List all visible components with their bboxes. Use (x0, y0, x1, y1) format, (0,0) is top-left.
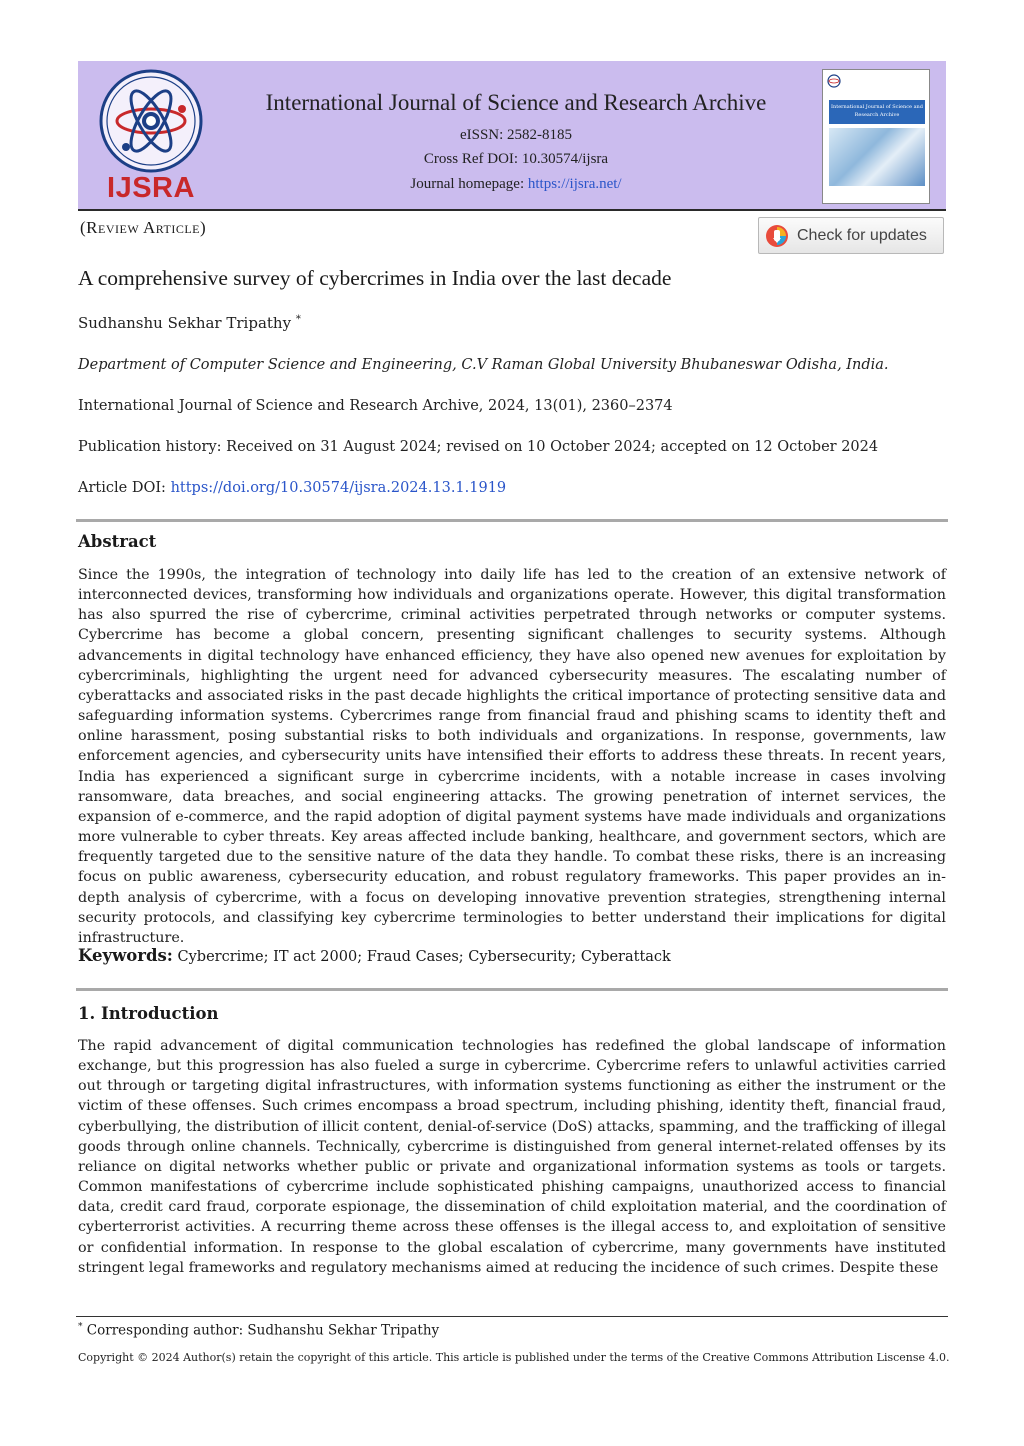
keywords-text: Cybercrime; IT act 2000; Fraud Cases; Cybersecurity; Cyberattack (177, 949, 671, 965)
check-for-updates-button[interactable] (758, 217, 944, 254)
logo-text: IJSRA (107, 172, 195, 204)
author-name: Sudhanshu Sekhar Tripathy (78, 314, 292, 332)
journal-cover-thumbnail[interactable] (822, 69, 930, 204)
corresponding-author (78, 1322, 439, 1339)
homepage-link[interactable]: https://ijsra.net/ (527, 176, 622, 192)
homepage-label: Journal homepage: (410, 176, 528, 192)
cover-image (829, 128, 925, 186)
affiliation: Department of Computer Science and Engineering, C.V Raman Global University Bhubaneswar Odisha, India. (78, 357, 889, 373)
introduction-heading: 1. Introduction (78, 1004, 219, 1023)
doi-link[interactable]: https://doi.org/10.30574/ijsra.2024.13.1.1919 (170, 480, 507, 496)
keywords (78, 946, 671, 965)
footnote-marker: * (78, 1322, 83, 1332)
cover-logo-icon (827, 74, 841, 88)
doi-label: Article DOI: (78, 480, 171, 496)
copyright-notice: Copyright © 2024 Author(s) retain the copyright of this article. This article is published under the terms of the Creative Commons Attribution Liscense 4.0. (78, 1351, 950, 1364)
check-updates-label: Check for updates (797, 226, 927, 244)
abstract-text: Since the 1990s, the integration of technology into daily life has led to the creation of an extensive network of interconnected devices, transforming how individuals and organizations operate. However, this digital transformation has also spurred the rise of cybercrime, criminal activities perpetrated through networks or computer systems. Cybercrime has become a global concern, presenting significant challenges to security systems. Although advancements in digital technology have enhanced efficiency, they have also opened new avenues for exploitation by cybercriminals, highlighting the urgent need for advanced cybersecurity measures. The escalating number of cyberattacks and associated risks in the past decade highlights the critical importance of protecting sensitive data and safeguarding information systems. Cybercrimes range from financial fraud and phishing scams to identity theft and online harassment, posing substantial risks to both individuals and organizations. In response, governments, law enforcement agencies, and cybersecurity units have intensified their efforts to address these threats. In recent years, India has experienced a significant surge in cybercrime incidents, with a notable increase in cases involving ransomware, data breaches, and social engineering attacks. The growing penetration of internet services, the expansion of e-commerce, and the rapid adoption of digital payment systems have made individuals and organizations more vulnerable to cyber threats. Key areas affected include banking, healthcare, and government sectors, which are frequently targeted due to the sensitive nature of the data they handle. To combat these risks, there is an increasing focus on public awareness, cybersecurity education, and robust regulatory frameworks. This paper provides an in-depth analysis of cybercrime, with a focus on developing innovative prevention strategies, strengthening internal security protocols, and classifying key cybercrime terminologies to better understand their implications for digital infrastructure. (78, 567, 946, 946)
abstract-heading: Abstract (78, 532, 157, 551)
citation: International Journal of Science and Research Archive, 2024, 13(01), 2360–2374 (78, 398, 673, 414)
check-updates-icon (765, 224, 789, 248)
journal-banner (78, 61, 946, 211)
article-title: A comprehensive survey of cybercrimes in India over the last decade (78, 266, 672, 290)
article-doi (78, 480, 506, 496)
atom-icon (96, 69, 206, 173)
keywords-label: Keywords: (78, 946, 173, 965)
divider (76, 988, 948, 991)
footnote-divider (76, 1316, 948, 1317)
publication-history: Publication history: Received on 31 August 2024; revised on 10 October 2024; accepted on 12 October 2024 (78, 439, 879, 455)
article-type: (Review Article) (80, 218, 207, 237)
journal-homepage (246, 176, 786, 193)
footnote-text: Corresponding author: Sudhanshu Sekhar Tripathy (86, 1322, 440, 1339)
journal-title: International Journal of Science and Research Archive (265, 90, 767, 115)
introduction-text: The rapid advancement of digital communication technologies has redefined the global landscape of information exchange, but this progression has also fueled a surge in cybercrime. Cybercrime refers to unlawful activities carried out through or targeting digital infrastructures, with information systems functioning as either the instrument or the victim of these offenses. Such crimes encompass a broad spectrum, including phishing, identity theft, financial fraud, cyberbullying, the distribution of illicit content, denial-of-service (DoS) attacks, spamming, and the trafficking of illegal goods through online channels. Technically, cybercrime is distinguished from general internet-related offenses by its reliance on digital networks whether public or private and organizational information systems as tools or targets. Common manifestations of cybercrime include sophisticated phishing campaigns, unauthorized access to financial data, credit card fraud, corporate espionage, the dissemination of child exploitation material, and the coordination of cyberterrorist activities. A recurring theme across these offenses is the illegal access to, and exploitation of sensitive or confidential information. In response to the global escalation of cybercrime, many governments have instituted stringent legal frameworks and regulatory mechanisms aimed at reducing the incidence of such crimes. Despite these (78, 1038, 946, 1276)
divider (76, 519, 948, 522)
eissn: eISSN: 2582-8185 (459, 127, 573, 143)
ijsra-logo (96, 69, 206, 203)
cover-title-band: International Journal of Science and Research Archive (829, 100, 925, 124)
author-marker: * (295, 314, 301, 325)
crossref-doi: Cross Ref DOI: 10.30574/ijsra (423, 151, 609, 167)
author-line (78, 314, 301, 332)
